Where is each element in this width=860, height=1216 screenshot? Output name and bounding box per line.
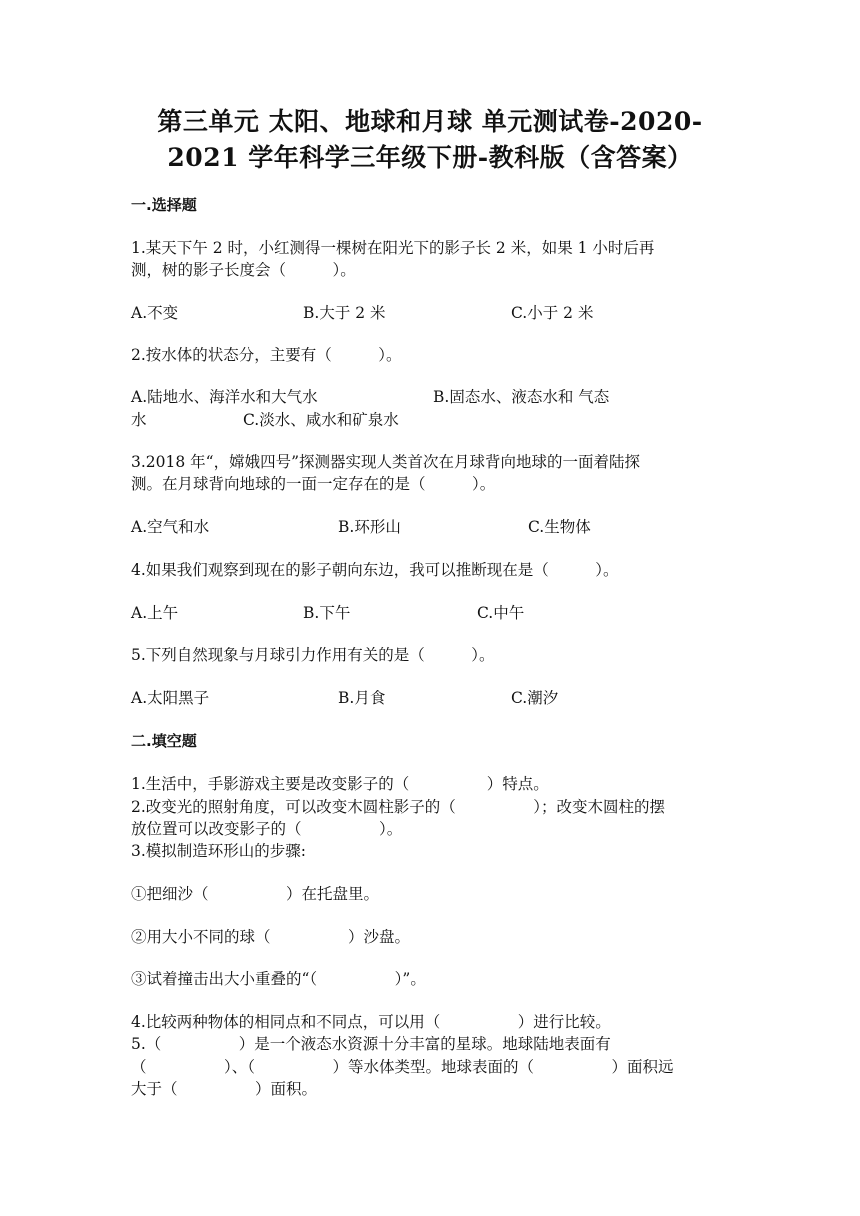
question-1-option-b: B.大于 2 米 xyxy=(303,304,386,322)
section-heading-choice: 一.选择题 xyxy=(131,196,197,214)
question-4-line-1: 4.如果我们观察到现在的影子朝向东边，我可以推断现在是（ ）。 xyxy=(131,561,619,579)
fill-3-step-3: ③试着撞击出大小重叠的“（ ）”。 xyxy=(131,970,426,988)
question-2-option-b: B.固态水、液态水和 气态 xyxy=(433,388,610,406)
question-4-option-a: A.上午 xyxy=(131,604,179,622)
question-3-option-a: A.空气和水 xyxy=(131,518,210,536)
question-4-option-b: B.下午 xyxy=(303,604,351,622)
title-line-1: 第三单元 太阳、地球和月球 单元测试卷-2020- xyxy=(157,107,703,136)
question-5-option-b: B.月食 xyxy=(338,689,386,707)
fill-2-line-1: 2.改变光的照射角度，可以改变木圆柱影子的（ ）；改变木圆柱的摆 xyxy=(131,798,666,816)
fill-3-step-2: ②用大小不同的球（ ）沙盘。 xyxy=(131,928,411,946)
question-1-line-2: 测，树的影子长度会（ ）。 xyxy=(131,261,356,279)
question-5-line-1: 5.下列自然现象与月球引力作用有关的是（ ）。 xyxy=(131,646,495,664)
question-5-option-c: C.潮汐 xyxy=(511,689,559,707)
question-2-option-b-cont: 水 xyxy=(131,411,147,429)
question-3-line-2: 测。在月球背向地球的一面一定存在的是（ ）。 xyxy=(131,475,496,493)
question-2-line-1: 2.按水体的状态分，主要有（ ）。 xyxy=(131,346,402,364)
fill-1: 1.生活中，手影游戏主要是改变影子的（ ）特点。 xyxy=(131,775,549,793)
question-3-option-c: C.生物体 xyxy=(528,518,591,536)
fill-5-line-2: （ ）、（ ）等水体类型。地球表面的（ ）面积远 xyxy=(131,1058,674,1076)
page-title xyxy=(0,104,860,176)
question-2-option-a: A.陆地水、海洋水和大气水 xyxy=(131,388,318,406)
fill-3-step-1: ①把细沙（ ）在托盘里。 xyxy=(131,885,380,903)
question-3-option-b: B.环形山 xyxy=(338,518,401,536)
question-4-option-c: C.中午 xyxy=(477,604,525,622)
question-3-line-1: 3.2018 年“，嫦娥四号”探测器实现人类首次在月球背向地球的一面着陆探 xyxy=(131,453,641,471)
fill-4: 4.比较两种物体的相同点和不同点，可以用（ ）进行比较。 xyxy=(131,1013,611,1031)
question-2-option-c: C.淡水、咸水和矿泉水 xyxy=(243,411,399,429)
fill-5-line-3: 大于（ ）面积。 xyxy=(131,1080,318,1098)
section-heading-fill: 二.填空题 xyxy=(131,732,197,750)
question-1-line-1: 1.某天下午 2 时，小红测得一棵树在阳光下的影子长 2 米，如果 1 小时后再 xyxy=(131,239,655,257)
title-line-2: 2021 学年科学三年级下册-教科版（含答案） xyxy=(167,143,693,172)
fill-3: 3.模拟制造环形山的步骤: xyxy=(131,842,307,860)
question-5-option-a: A.太阳黑子 xyxy=(131,689,210,707)
fill-2-line-2: 放位置可以改变影子的（ ）。 xyxy=(131,820,403,838)
question-1-option-c: C.小于 2 米 xyxy=(511,304,594,322)
fill-5-line-1: 5.（ ）是一个液态水资源十分丰富的星球。地球陆地表面有 xyxy=(131,1035,611,1053)
question-1-option-a: A.不变 xyxy=(131,304,179,322)
